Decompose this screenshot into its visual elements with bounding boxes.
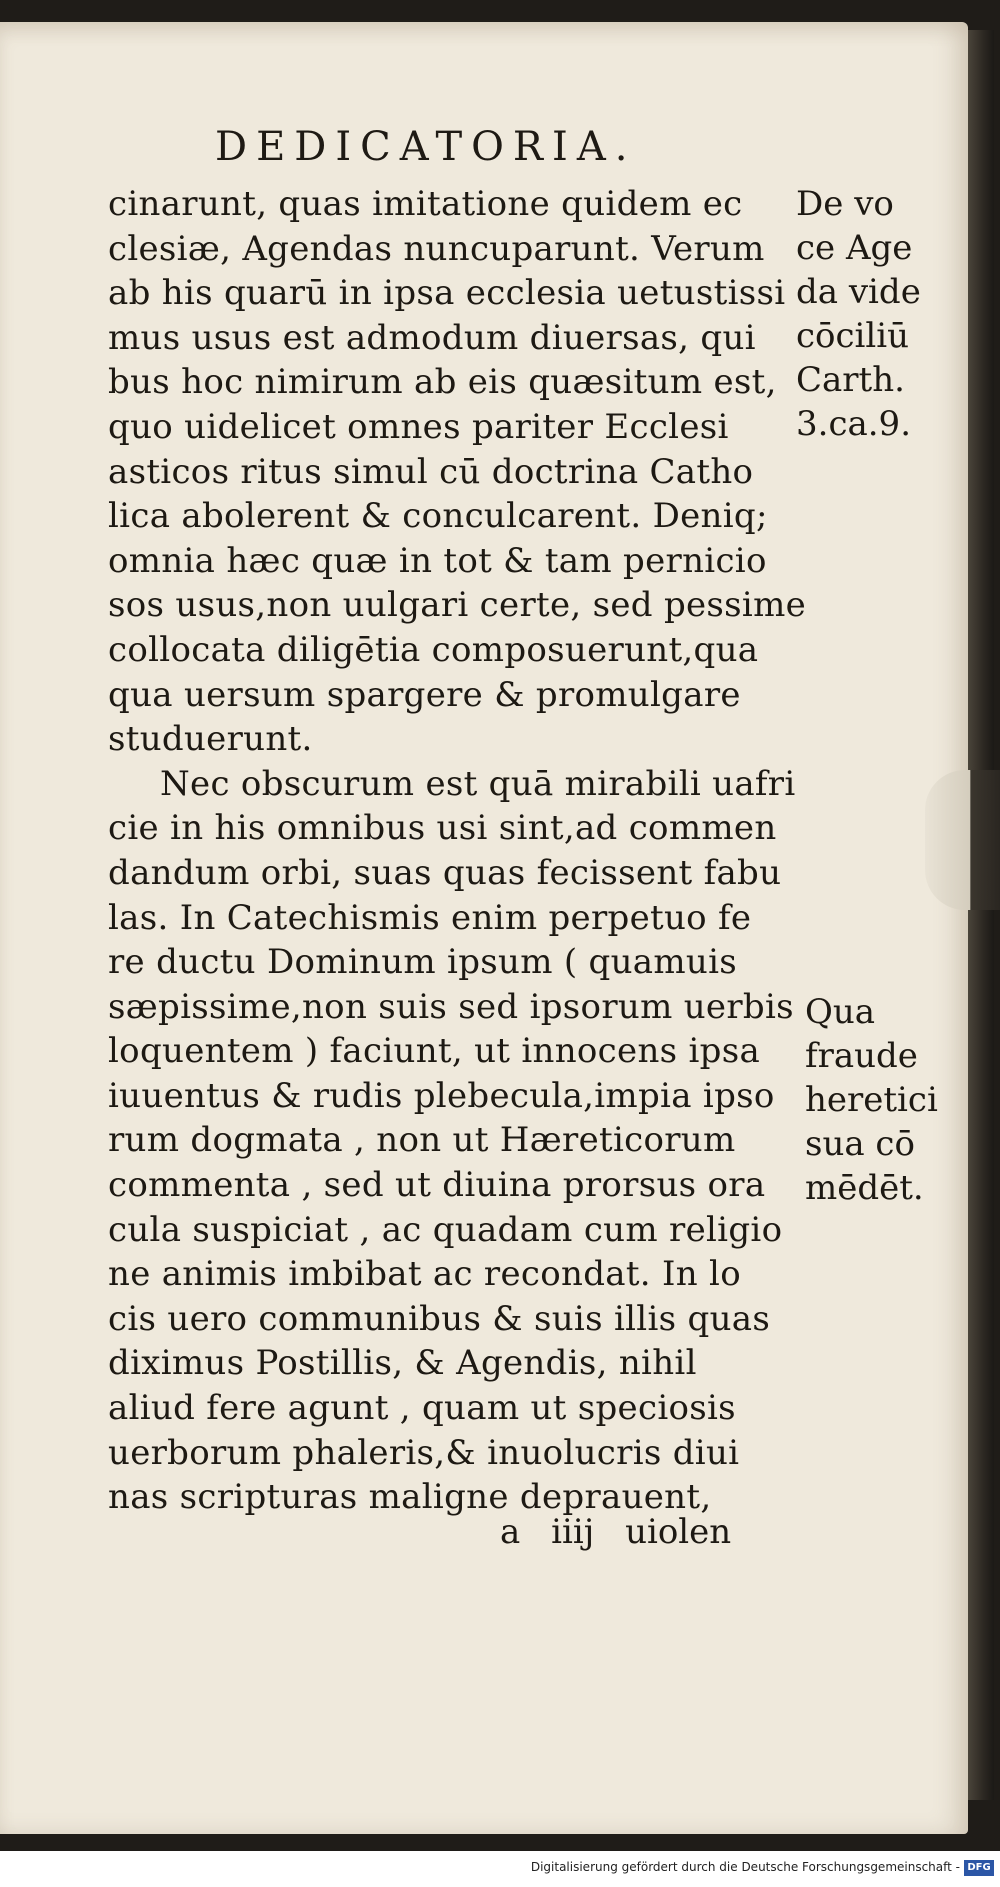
text-line: mus usus est admodum diuersas, qui [108,317,756,358]
marginal-note-heretics [805,990,965,1210]
running-head: DEDICATORIA. [215,124,637,170]
marginal-note-line: da vide [796,272,921,312]
text-line: quo uidelicet omnes pariter Ecclesi [108,406,729,447]
book-clasp [925,770,1000,910]
text-line: cie in his omnibus usi sint,ad commen [108,808,777,849]
marginal-note-line: ce Age [796,228,913,268]
text-line: Nec obscurum est quā mirabili uafri [160,763,796,804]
marginal-note-line: Qua [805,992,876,1032]
main-text-block [108,182,808,1520]
marginal-note-line: sua cō [805,1124,915,1164]
catchword: uiolen [625,1512,732,1552]
text-line: bus hoc nimirum ab eis quæsitum est, [108,362,777,403]
digitization-footer [0,1851,1000,1887]
dfg-logo-icon: DFG [964,1860,994,1876]
footer-credit: Digitalisierung gefördert durch die Deutsche Forschungsgemeinschaft - [530,1860,960,1874]
text-line: qua uersum spargere & promulgare [108,674,741,715]
book-page [0,22,968,1834]
text-line: rum dogmata , non ut Hæreticorum [108,1120,736,1161]
marginal-note-line: cōciliū [796,316,910,356]
marginal-note-line: 3.ca.9. [796,404,911,444]
text-line: cula suspiciat , ac quadam cum religio [108,1209,783,1250]
text-line: dandum orbi, suas quas fecissent fabu [108,852,782,893]
text-line: re ductu Dominum ipsum ( quamuis [108,942,738,983]
text-line: sos usus,non uulgari certe, sed pessime [108,585,807,626]
text-line: sæpissime,non suis sed ipsorum uerbis [108,986,794,1027]
text-line: asticos ritus simul cū doctrina Catho [108,451,754,492]
text-line: loquentem ) faciunt, ut innocens ipsa [108,1031,761,1072]
signature-line [500,1512,731,1552]
marginal-note-line: fraude [805,1036,918,1076]
text-line: studuerunt. [108,719,313,760]
text-line: lica abolerent & conculcarent. Deniq; [108,496,768,537]
signature-mark: a iiij [500,1512,595,1552]
text-line: cinarunt, quas imitatione quidem ec [108,184,743,224]
marginal-note-line: heretici [805,1080,938,1120]
page-edge [968,30,994,1800]
text-line: aliud fere agunt , quam ut speciosis [108,1388,736,1429]
text-line: omnia hæc quæ in tot & tam pernicio [108,540,767,581]
text-line: ne animis imbibat ac recondat. In lo [108,1254,741,1295]
marginal-note-line: mēdēt. [805,1168,924,1208]
text-line: collocata diligētia composuerunt,qua [108,629,759,670]
text-line: cis uero communibus & suis illis quas [108,1298,771,1339]
text-line: clesiæ, Agendas nuncuparunt. Verum [108,228,765,269]
marginal-note-line: Carth. [796,360,905,400]
marginal-note-council [796,182,956,446]
text-line: las. In Catechismis enim perpetuo fe [108,897,752,938]
text-line: commenta , sed ut diuina prorsus ora [108,1165,766,1206]
marginal-note-line: De vo [796,184,894,224]
text-line: diximus Postillis, & Agendis, nihil [108,1343,697,1384]
text-line: uerborum phaleris,& inuolucris diui [108,1432,740,1473]
text-line: nas scripturas maligne deprauent, [108,1477,712,1518]
text-line: ab his quarū in ipsa ecclesia uetustissi [108,273,786,314]
text-line: iuuentus & rudis plebecula,impia ipso [108,1075,775,1116]
